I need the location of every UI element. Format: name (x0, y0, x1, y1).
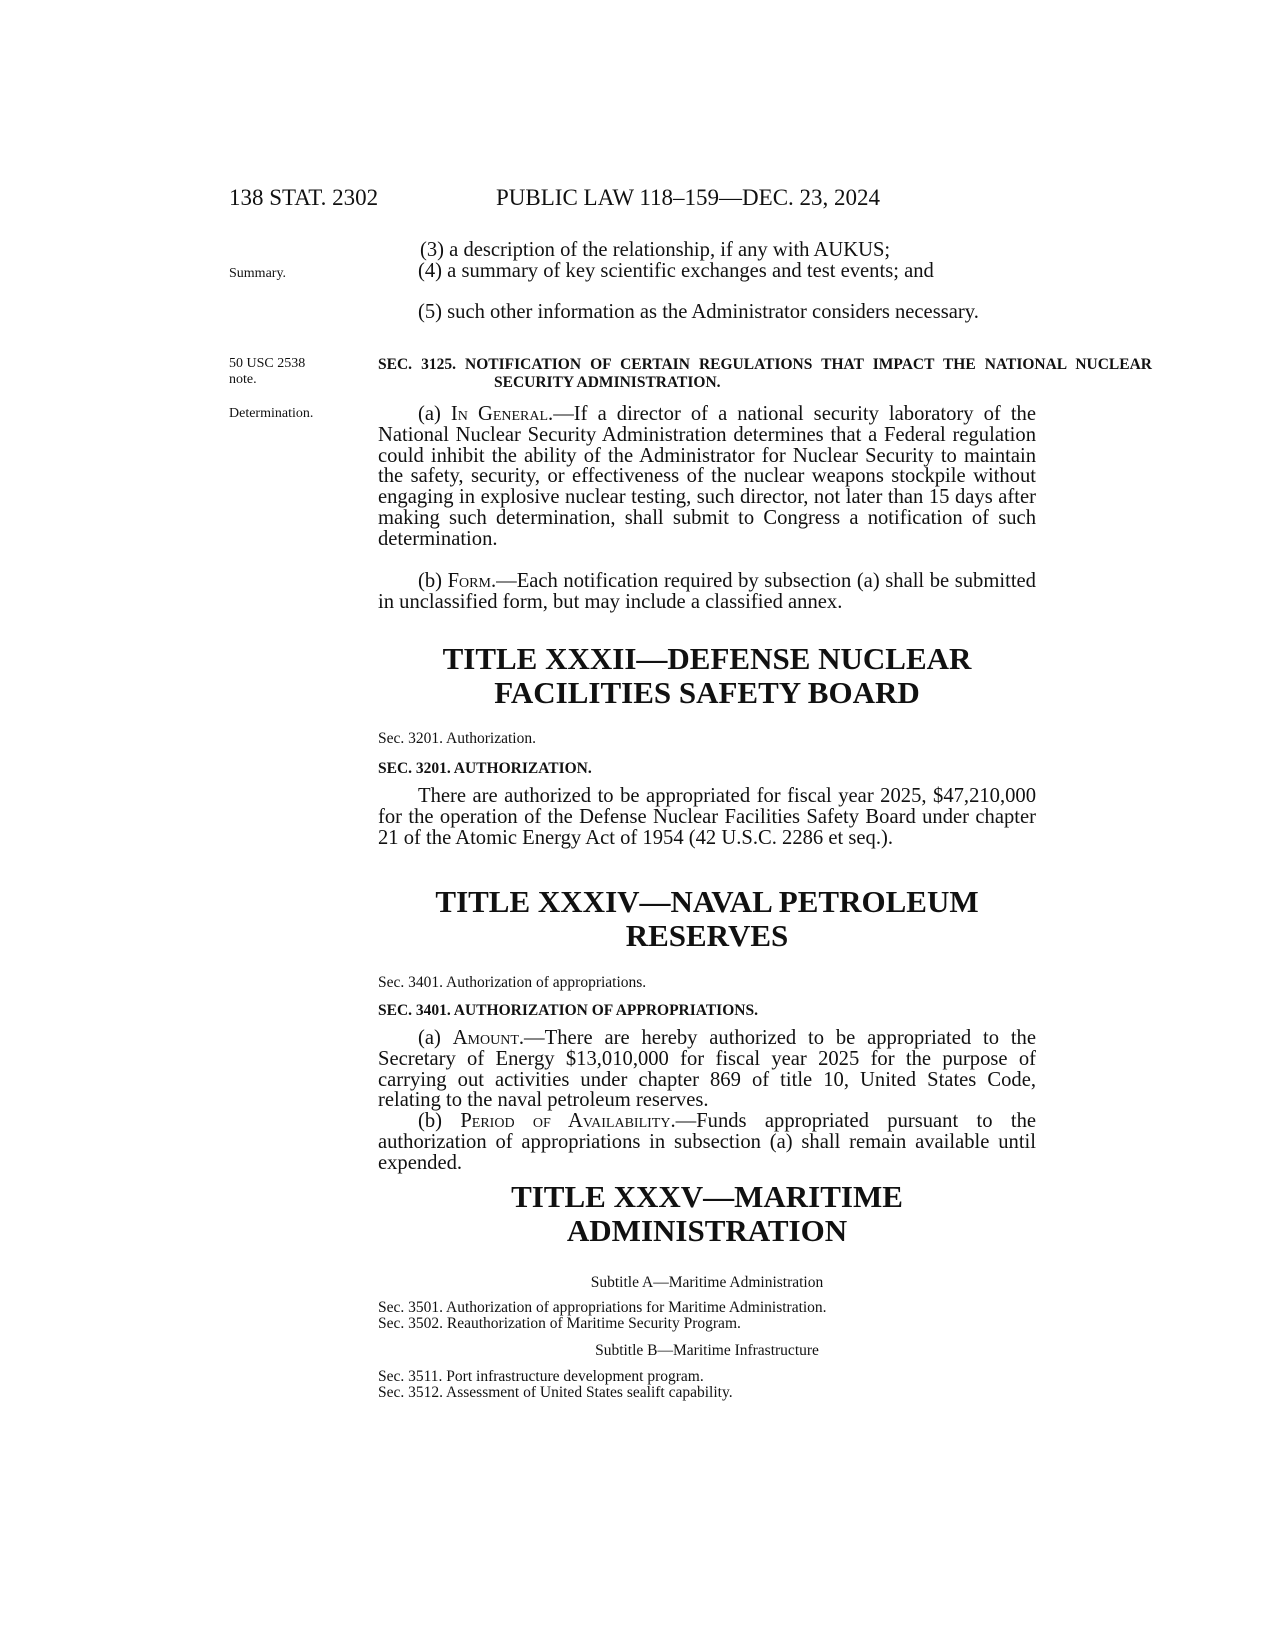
list-item-5: (5) such other information as the Administrator considers necessary. (418, 301, 979, 323)
subsection-b-label: (b) (418, 570, 448, 592)
section-3201-heading: SEC. 3201. AUTHORIZATION. (378, 760, 592, 777)
subtitle-a-toc (378, 1300, 1036, 1332)
title-xxxiv-toc-entry: Sec. 3401. Authorization of appropriations. (378, 974, 647, 991)
title-xxxv-line2: ADMINISTRATION (566, 1213, 848, 1248)
toc-entry-3511: Sec. 3511. Port infrastructure development program. (378, 1368, 704, 1385)
margin-note-summary: Summary. (229, 266, 287, 281)
title-xxxiv-heading (378, 885, 1036, 953)
title-xxxiv-line2: RESERVES (625, 918, 789, 953)
title-xxxv-heading (378, 1180, 1036, 1248)
subsection-a-label: (a) (418, 403, 451, 425)
toc-entry-3502: Sec. 3502. Reauthorization of Maritime Security Program. (378, 1315, 741, 1332)
subsection-a-caption: Amount (452, 1027, 519, 1049)
subsection-a-label: (a) (418, 1027, 453, 1049)
list-continued (420, 240, 1040, 261)
section-3125-heading: SEC. 3125. NOTIFICATION OF CERTAIN REGULATIONS THAT IMPACT THE NATIONAL NUCLEAR SECURITY ADMINISTRATION. (378, 356, 1152, 391)
margin-note-determination: Determination. (229, 406, 314, 421)
section-3201-text: There are authorized to be appropriated for fiscal year 2025, $47,210,000 for the operation of the Defense Nuclear Facilities Safety Board under chapter 21 of the Atomic Energy Act of 1954 (42 U.S.C. 2286 et seq.). (378, 785, 1036, 849)
subsection-a-text: .—If a director of a national security laboratory of the National Nuclear Security Administration determines that a Federal regulation could inhibit the ability of the Administrator for Nuclear Security to maintain the safety, security, or effectiveness of the nuclear weapons stockpile without engaging in explosive nuclear testing, such director, not later than 15 days after making such determination, shall submit to Congress a notification of such determination. (378, 403, 1036, 550)
margin-note-usc-line2: note. (229, 372, 257, 387)
subsection-a-text: .—There are hereby authorized to be appropriated to the Secretary of Energy $13,010,000 for fiscal year 2025 for the purpose of carrying out activities under chapter 869 of title 10, United States Code, relating to the naval petroleum reserves. (378, 1027, 1036, 1112)
section-3125-subsection-b (378, 571, 1036, 613)
list-item-4: (4) a summary of key scientific exchanges and test events; and (418, 260, 934, 282)
title-xxxiv-line1: TITLE XXXIV—NAVAL PETROLEUM (435, 884, 979, 919)
subsection-a-caption: In General (450, 403, 549, 425)
subsection-b-text: .—Funds appropriated pursuant to the authorization of appropriations in subsection (a) shall remain available until expended. (378, 1110, 1037, 1174)
page-stat-number: 138 STAT. 2302 (229, 185, 379, 210)
subsection-b-label: (b) (418, 1110, 461, 1132)
toc-entry-3501: Sec. 3501. Authorization of appropriations for Maritime Administration. (378, 1299, 827, 1316)
list-item-3: (3) a description of the relationship, if any with AUKUS; (420, 239, 891, 261)
title-xxxv-line1: TITLE XXXV—MARITIME (511, 1179, 903, 1214)
margin-note-usc-line1: 50 USC 2538 (229, 356, 306, 371)
subsection-b-caption: Period of Availability (460, 1110, 671, 1132)
section-3401-heading: SEC. 3401. AUTHORIZATION OF APPROPRIATIONS. (378, 1002, 758, 1019)
margin-note-usc-citation (229, 356, 305, 388)
subtitle-b-heading: Subtitle B—Maritime Infrastructure (595, 1342, 819, 1359)
running-header-title: PUBLIC LAW 118–159—DEC. 23, 2024 (496, 185, 881, 210)
subsection-b-caption: Form (447, 570, 491, 592)
subsection-b-text: .—Each notification required by subsection (a) shall be submitted in unclassified form, but may include a classified annex. (378, 570, 1036, 613)
title-xxxii-toc-entry: Sec. 3201. Authorization. (378, 730, 536, 747)
subtitle-b-toc (378, 1369, 1036, 1401)
title-xxxii-heading (378, 642, 1036, 710)
title-xxxii-line1: TITLE XXXII—DEFENSE NUCLEAR (442, 641, 972, 676)
section-3401-subsection-a (378, 1028, 1036, 1111)
toc-entry-3512: Sec. 3512. Assessment of United States sealift capability. (378, 1384, 733, 1401)
section-3401-subsection-b (378, 1111, 1036, 1173)
title-xxxii-line2: FACILITIES SAFETY BOARD (494, 675, 920, 710)
subtitle-a-heading: Subtitle A—Maritime Administration (590, 1274, 824, 1291)
section-3125-subsection-a (378, 404, 1036, 550)
